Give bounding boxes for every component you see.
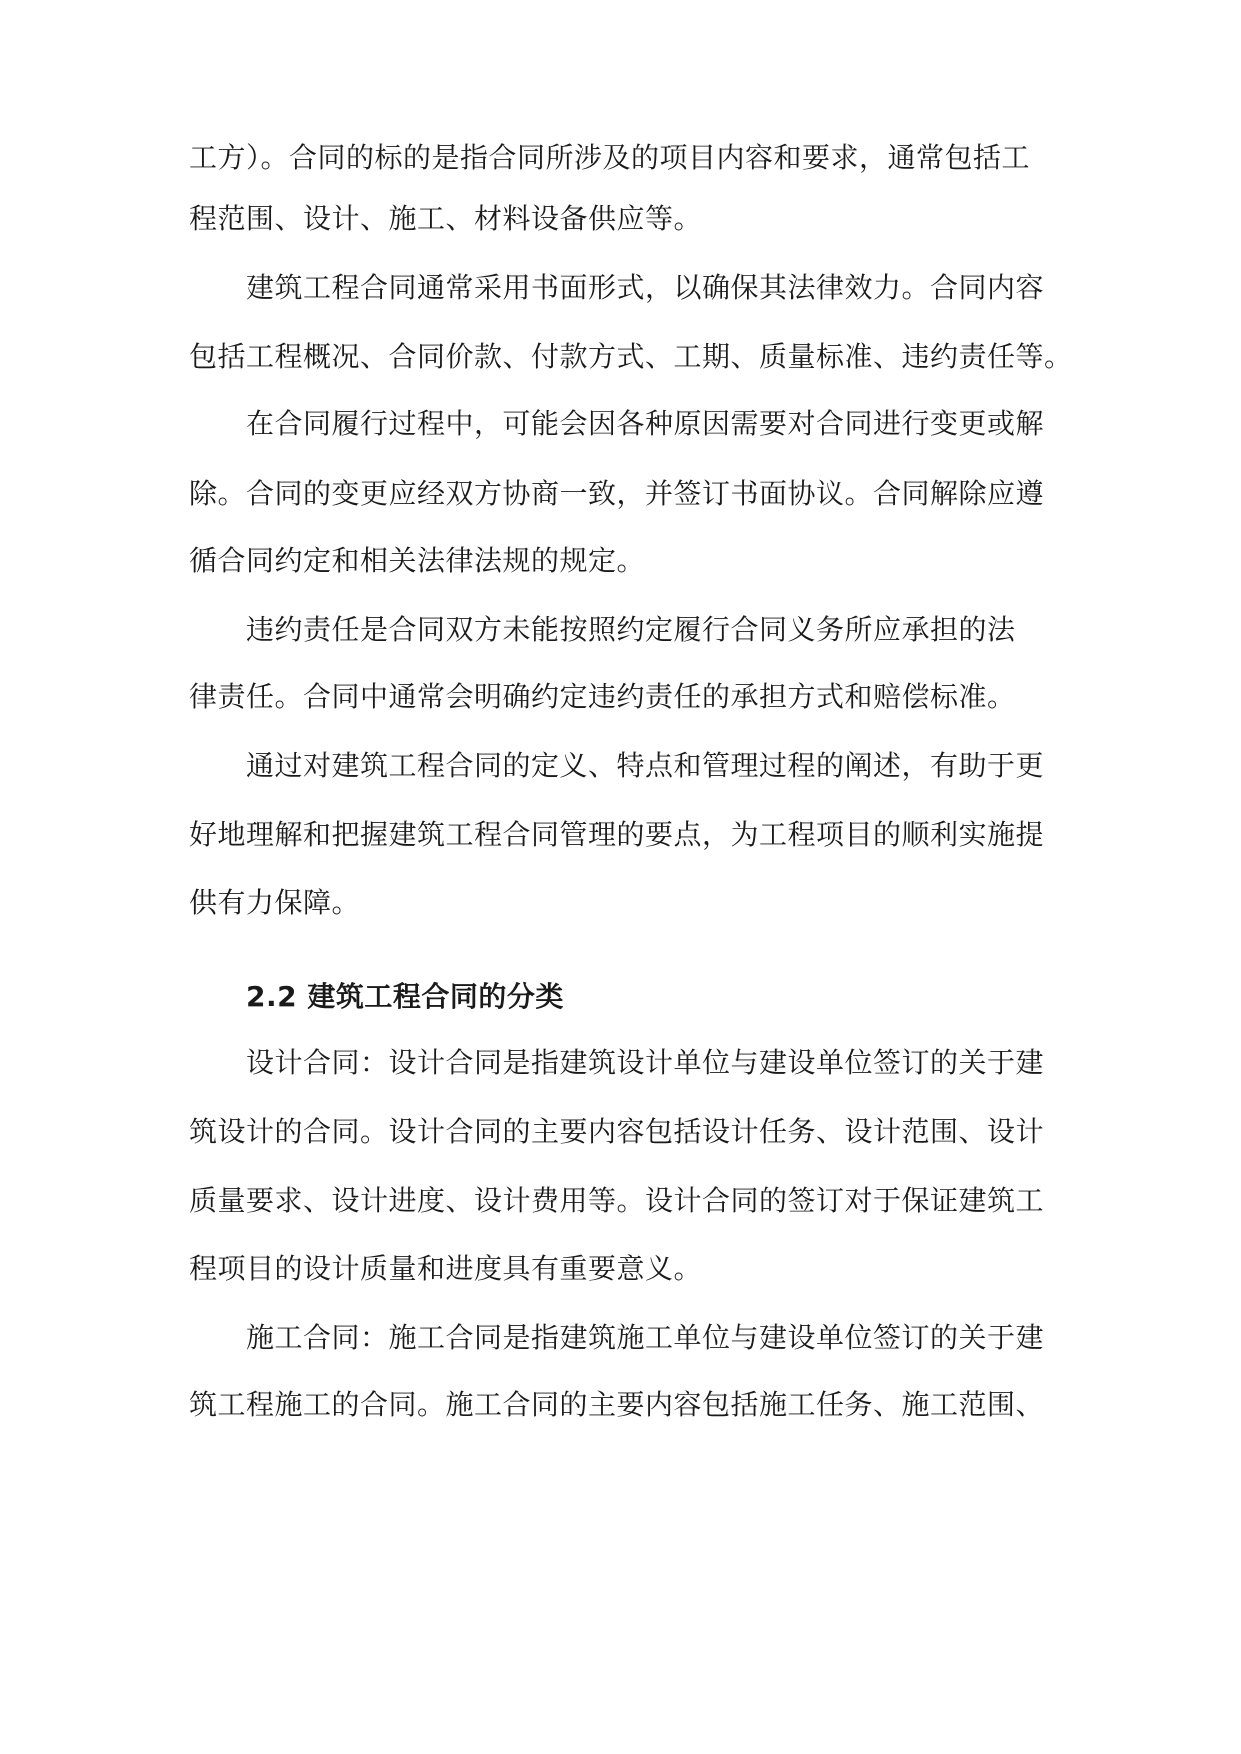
paragraph-line: 工方）。合同的标的是指合同所涉及的项目内容和要求，通常包括工 (189, 141, 1031, 174)
section-heading: 2.2 建筑工程合同的分类 (246, 980, 564, 1013)
paragraph-line: 供有力保障。 (189, 886, 361, 919)
paragraph-line: 建筑工程合同通常采用书面形式，以确保其法律效力。合同内容 (246, 271, 1045, 304)
paragraph-line: 循合同约定和相关法律法规的规定。 (189, 544, 646, 577)
paragraph-line: 好地理解和把握建筑工程合同管理的要点，为工程项目的顺利实施提 (189, 818, 1045, 851)
paragraph-line: 违约责任是合同双方未能按照约定履行合同义务所应承担的法 (246, 613, 1016, 646)
paragraph-line: 程范围、设计、施工、材料设备供应等。 (189, 202, 703, 235)
paragraph-line: 程项目的设计质量和进度具有重要意义。 (189, 1252, 703, 1285)
paragraph-line: 除。合同的变更应经双方协商一致，并签订书面协议。合同解除应遵 (189, 477, 1045, 510)
paragraph-line: 质量要求、设计进度、设计费用等。设计合同的签订对于保证建筑工 (189, 1184, 1045, 1217)
paragraph-line: 筑工程施工的合同。施工合同的主要内容包括施工任务、施工范围、 (189, 1388, 1045, 1421)
paragraph-line: 设计合同：设计合同是指建筑设计单位与建设单位签订的关于建 (246, 1046, 1045, 1079)
paragraph-line: 律责任。合同中通常会明确约定违约责任的承担方式和赔偿标准。 (189, 680, 1016, 713)
paragraph-line: 在合同履行过程中，可能会因各种原因需要对合同进行变更或解 (246, 407, 1045, 440)
paragraph-line: 包括工程概况、合同价款、付款方式、工期、质量标准、违约责任等。 (189, 340, 1073, 373)
paragraph-line: 施工合同：施工合同是指建筑施工单位与建设单位签订的关于建 (246, 1321, 1045, 1354)
paragraph-line: 筑设计的合同。设计合同的主要内容包括设计任务、设计范围、设计 (189, 1115, 1045, 1148)
paragraph-line: 通过对建筑工程合同的定义、特点和管理过程的阐述，有助于更 (246, 749, 1045, 782)
